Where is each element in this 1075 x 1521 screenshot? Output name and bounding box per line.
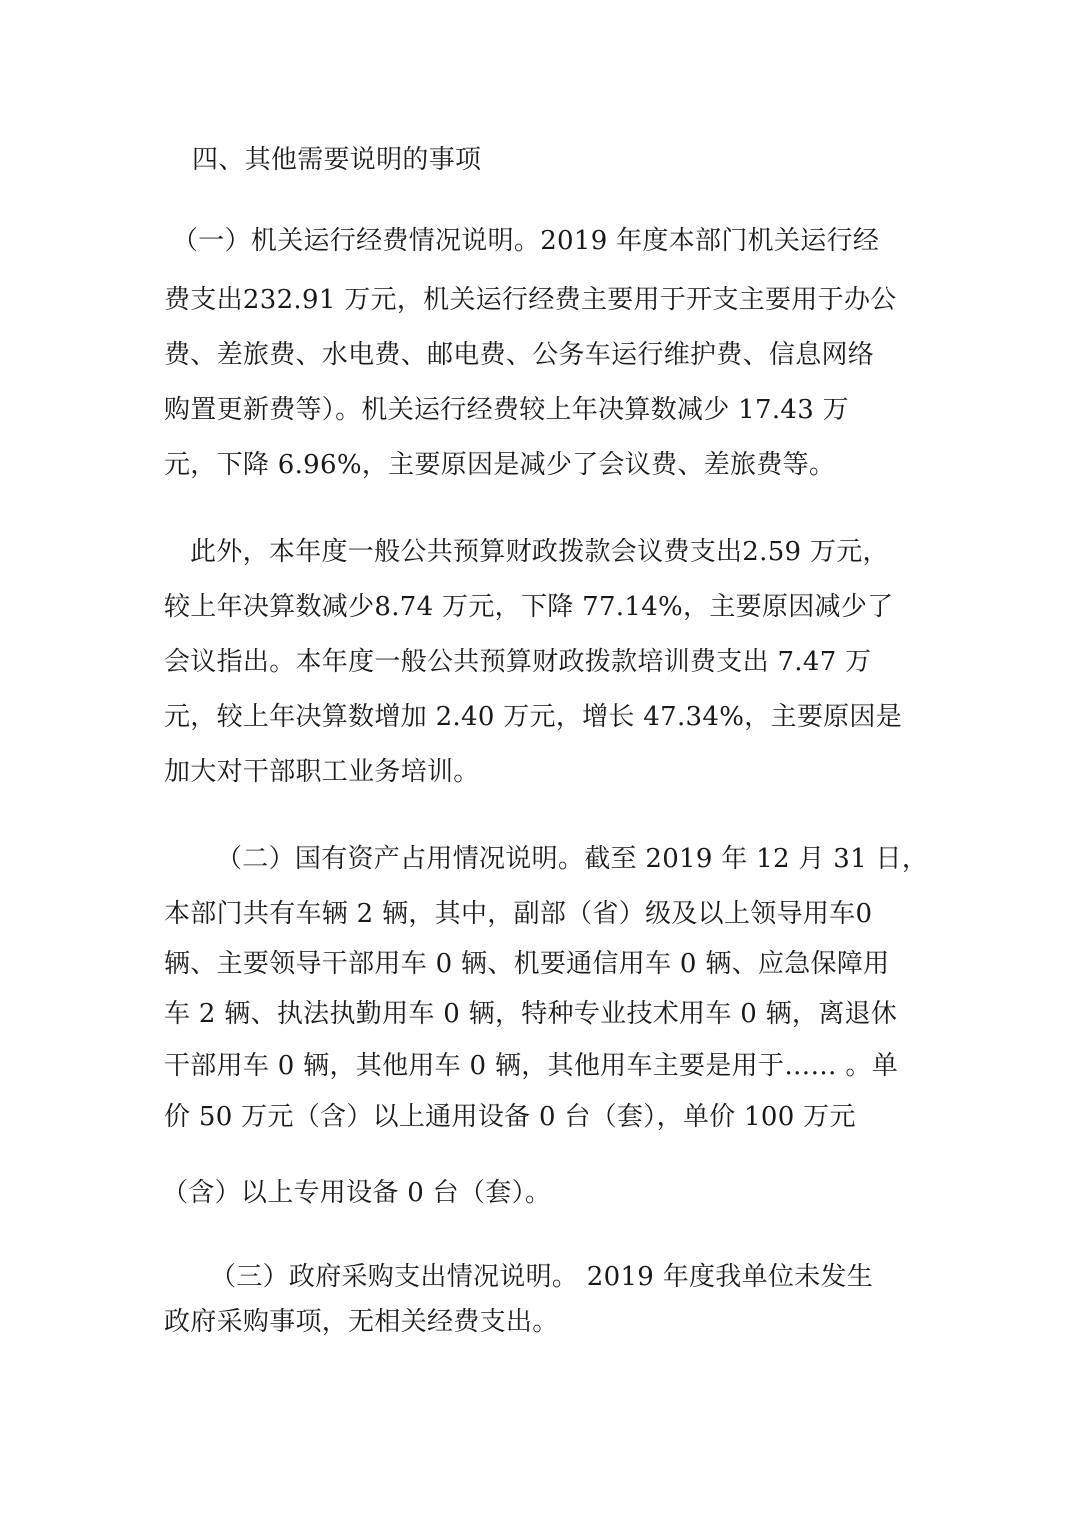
paragraph-line: 加大对干部职工业务培训。 [164,757,480,787]
paragraph-line: 费、差旅费、水电费、邮电费、公务车运行维护费、信息网络 [164,340,875,370]
paragraph-line: 政府采购事项，无相关经费支出。 [164,1307,559,1337]
paragraph-line: 费支出232.91 万元，机关运行经费主要用于开支主要用于办公 [164,285,897,315]
paragraph-line: 会议指出。本年度一般公共预算财政拨款培训费支出 7.47 万 [164,647,872,677]
paragraph-line: 车 2 辆、执法执勤用车 0 辆，特种专业技术用车 0 辆，离退休 [164,999,898,1029]
paragraph-line: 此外，本年度一般公共预算财政拨款会议费支出2.59 万元， [190,537,889,567]
paragraph-line: 价 50 万元（含）以上通用设备 0 台（套），单价 100 万元 [164,1102,856,1132]
paragraph-line: 辆、主要领导干部用车 0 辆、机要通信用车 0 辆、应急保障用 [164,949,890,979]
paragraph-line: （二）国有资产占用情况说明。截至 2019 年 12 月 31 日， [216,844,929,874]
paragraph-line: 干部用车 0 辆，其他用车 0 辆，其他用车主要是用于…… 。单 [164,1051,899,1081]
paragraph-line: （一）机关运行经费情况说明。2019 年度本部门机关运行经 [172,226,880,256]
paragraph-line: 元，较上年决算数增加 2.40 万元，增长 47.34%，主要原因是 [164,702,903,732]
paragraph-line: 较上年决算数减少8.74 万元，下降 77.14%，主要原因减少了 [164,592,894,622]
section-heading: 四、其他需要说明的事项 [192,145,482,175]
paragraph-line: 本部门共有车辆 2 辆，其中，副部（省）级及以上领导用车0 [164,899,873,929]
paragraph-line: 元，下降 6.96%，主要原因是减少了会议费、差旅费等。 [164,450,836,480]
paragraph-line: （三）政府采购支出情况说明。 2019 年度我单位未发生 [210,1262,874,1292]
paragraph-line: （含）以上专用设备 0 台（套）。 [162,1178,552,1208]
paragraph-line: 购置更新费等）。机关运行经费较上年决算数减少 17.43 万 [164,395,849,425]
